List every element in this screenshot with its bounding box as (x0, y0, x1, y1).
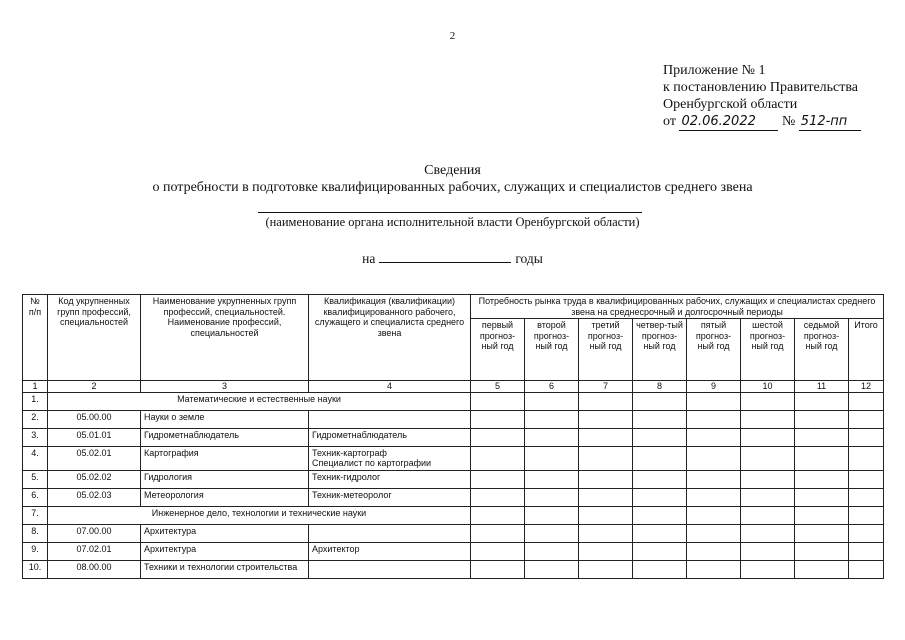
col-number: 7 (579, 381, 633, 393)
number-label: № (781, 114, 796, 129)
row-code: 05.02.03 (48, 488, 141, 506)
col-number: 12 (849, 381, 884, 393)
empty-cell (849, 428, 884, 446)
row-name: Архитектура (141, 524, 309, 542)
empty-cell (633, 560, 687, 578)
empty-cell (795, 470, 849, 488)
empty-cell (633, 488, 687, 506)
row-code: 08.00.00 (48, 560, 141, 578)
title-line-2: о потребности в подготовке квалифицированных рабочих, служащих и специалистов среднего звена (152, 180, 753, 195)
row-code: 05.02.02 (48, 470, 141, 488)
empty-cell (849, 446, 884, 470)
column-number-row (23, 381, 884, 393)
row-name: Метеорология (141, 488, 309, 506)
from-label: от (663, 114, 676, 129)
row-number: 10. (23, 560, 48, 578)
header-year-6: шестой прогноз-ный год (741, 319, 795, 381)
header-year-2: второй прогноз-ный год (525, 319, 579, 381)
handwritten-number: 512-пп (799, 113, 861, 131)
row-number: 3. (23, 428, 48, 446)
row-name: Архитектура (141, 542, 309, 560)
empty-cell (687, 506, 741, 524)
empty-cell (633, 470, 687, 488)
document-title (0, 162, 905, 196)
row-code: 07.00.00 (48, 524, 141, 542)
header-num: № п/п (23, 295, 48, 381)
empty-cell (849, 488, 884, 506)
col-number: 8 (633, 381, 687, 393)
empty-cell (579, 470, 633, 488)
empty-cell (471, 410, 525, 428)
handwritten-date: 02.06.2022 (679, 113, 778, 131)
row-name: Гидрометнаблюдатель (141, 428, 309, 446)
empty-cell (525, 542, 579, 560)
empty-cell (849, 524, 884, 542)
qualification-text: Специалист по картографии (312, 458, 432, 468)
empty-cell (525, 470, 579, 488)
empty-cell (633, 446, 687, 470)
empty-cell (741, 446, 795, 470)
row-name: Техники и технологии строительства (141, 560, 309, 578)
table-row (23, 560, 884, 578)
empty-cell (633, 524, 687, 542)
empty-cell (741, 470, 795, 488)
table-row (23, 524, 884, 542)
empty-cell (579, 560, 633, 578)
empty-cell (579, 446, 633, 470)
years-line (0, 249, 905, 267)
col-number: 3 (141, 381, 309, 393)
empty-cell (525, 488, 579, 506)
row-name: Науки о земле (141, 410, 309, 428)
appendix-line-2: к постановлению Правительства (663, 80, 859, 95)
qualification-text: Техник-картограф (312, 447, 387, 458)
empty-cell (849, 392, 884, 410)
empty-cell (471, 506, 525, 524)
empty-cell (795, 392, 849, 410)
header-year-4: четвер-тый прогноз-ный год (633, 319, 687, 381)
empty-cell (579, 392, 633, 410)
empty-cell (687, 410, 741, 428)
empty-cell (795, 524, 849, 542)
section-title: Математические и естественные науки (48, 392, 471, 410)
empty-cell (471, 428, 525, 446)
row-qualification (309, 470, 471, 488)
empty-cell (795, 506, 849, 524)
empty-cell (579, 506, 633, 524)
empty-cell (633, 428, 687, 446)
col-number: 5 (471, 381, 525, 393)
col-number: 10 (741, 381, 795, 393)
title-line-1: Сведения (424, 163, 481, 178)
row-code: 05.00.00 (48, 410, 141, 428)
empty-cell (795, 542, 849, 560)
empty-cell (525, 506, 579, 524)
row-code: 05.02.01 (48, 446, 141, 470)
row-name: Гидрология (141, 470, 309, 488)
empty-cell (525, 428, 579, 446)
col-number: 2 (48, 381, 141, 393)
empty-cell (741, 506, 795, 524)
empty-cell (633, 410, 687, 428)
empty-cell (687, 392, 741, 410)
empty-cell (795, 410, 849, 428)
empty-cell (795, 488, 849, 506)
empty-cell (471, 392, 525, 410)
empty-cell (849, 410, 884, 428)
empty-cell (471, 524, 525, 542)
empty-cell (579, 542, 633, 560)
row-number: 6. (23, 488, 48, 506)
empty-cell (525, 446, 579, 470)
empty-cell (687, 560, 741, 578)
row-number: 1. (23, 392, 48, 410)
empty-cell (741, 428, 795, 446)
section-title: Инженерное дело, технологии и технические науки (48, 506, 471, 524)
empty-cell (687, 446, 741, 470)
empty-cell (579, 428, 633, 446)
empty-cell (525, 524, 579, 542)
needs-table (22, 294, 884, 579)
col-number: 11 (795, 381, 849, 393)
row-code: 05.01.01 (48, 428, 141, 446)
header-year-1: первый прогноз-ный год (471, 319, 525, 381)
empty-cell (633, 506, 687, 524)
col-number: 1 (23, 381, 48, 393)
col-number: 6 (525, 381, 579, 393)
empty-cell (633, 392, 687, 410)
org-name-blank-line (258, 212, 642, 213)
table-row (23, 488, 884, 506)
empty-cell (849, 542, 884, 560)
table-row (23, 446, 884, 470)
qualification-text: Техник-метеоролог (312, 489, 392, 500)
table-body (23, 392, 884, 578)
empty-cell (471, 470, 525, 488)
empty-cell (741, 488, 795, 506)
years-suffix: годы (515, 251, 543, 266)
empty-cell (741, 410, 795, 428)
empty-cell (633, 542, 687, 560)
qualification-text: Гидрометнаблюдатель (312, 429, 407, 440)
appendix-date-line (663, 113, 861, 131)
appendix-line-1: Приложение № 1 (663, 63, 766, 78)
empty-cell (849, 506, 884, 524)
row-number: 8. (23, 524, 48, 542)
empty-cell (687, 524, 741, 542)
row-qualification (309, 410, 471, 428)
table-row (23, 392, 884, 410)
empty-cell (741, 560, 795, 578)
row-qualification (309, 542, 471, 560)
empty-cell (687, 542, 741, 560)
table-row (23, 428, 884, 446)
page-number: 2 (449, 30, 456, 42)
empty-cell (471, 446, 525, 470)
row-qualification (309, 524, 471, 542)
empty-cell (471, 542, 525, 560)
header-row-1 (23, 295, 884, 319)
table-row (23, 410, 884, 428)
row-number: 4. (23, 446, 48, 470)
qualification-text: Архитектор (312, 543, 360, 554)
row-number: 2. (23, 410, 48, 428)
header-year-5: пятый прогноз-ный год (687, 319, 741, 381)
qualification-text: Техник-гидролог (312, 471, 381, 482)
table-row (23, 542, 884, 560)
row-code: 07.02.01 (48, 542, 141, 560)
header-year-3: третий прогноз-ный год (579, 319, 633, 381)
empty-cell (579, 524, 633, 542)
empty-cell (741, 392, 795, 410)
empty-cell (741, 542, 795, 560)
header-year-7: седьмой прогноз-ный год (795, 319, 849, 381)
col-number: 9 (687, 381, 741, 393)
table-row (23, 506, 884, 524)
org-name-caption: (наименование органа исполнительной власти Оренбургской области) (265, 215, 640, 229)
empty-cell (795, 446, 849, 470)
years-prefix: на (362, 251, 376, 266)
empty-cell (795, 560, 849, 578)
appendix-block (663, 62, 861, 131)
appendix-line-3: Оренбургской области (663, 97, 798, 112)
empty-cell (741, 524, 795, 542)
empty-cell (849, 560, 884, 578)
col-number: 4 (309, 381, 471, 393)
empty-cell (525, 410, 579, 428)
empty-cell (687, 470, 741, 488)
row-qualification (309, 560, 471, 578)
empty-cell (471, 560, 525, 578)
empty-cell (849, 470, 884, 488)
row-number: 7. (23, 506, 48, 524)
row-number: 9. (23, 542, 48, 560)
empty-cell (687, 428, 741, 446)
empty-cell (525, 392, 579, 410)
row-qualification (309, 446, 471, 470)
table-row (23, 470, 884, 488)
empty-cell (579, 488, 633, 506)
header-name: Наименование укрупненных групп профессий, специальностей. Наименование профессий, специальностей (141, 295, 309, 381)
empty-cell (795, 428, 849, 446)
empty-cell (687, 488, 741, 506)
years-blank (379, 249, 511, 263)
header-total: Итого (849, 319, 884, 381)
empty-cell (471, 488, 525, 506)
row-name: Картография (141, 446, 309, 470)
header-qualification: Квалификация (квалификации) квалифицированного рабочего, служащего и специалиста среднего звена (309, 295, 471, 381)
row-qualification (309, 428, 471, 446)
empty-cell (525, 560, 579, 578)
empty-cell (579, 410, 633, 428)
header-need: Потребность рынка труда в квалифицированных рабочих, служащих и специалистах среднего звена на среднесрочный и долгосрочный периоды (471, 295, 884, 319)
row-qualification (309, 488, 471, 506)
header-code: Код укрупненных групп профессий, специальностей (48, 295, 141, 381)
row-number: 5. (23, 470, 48, 488)
